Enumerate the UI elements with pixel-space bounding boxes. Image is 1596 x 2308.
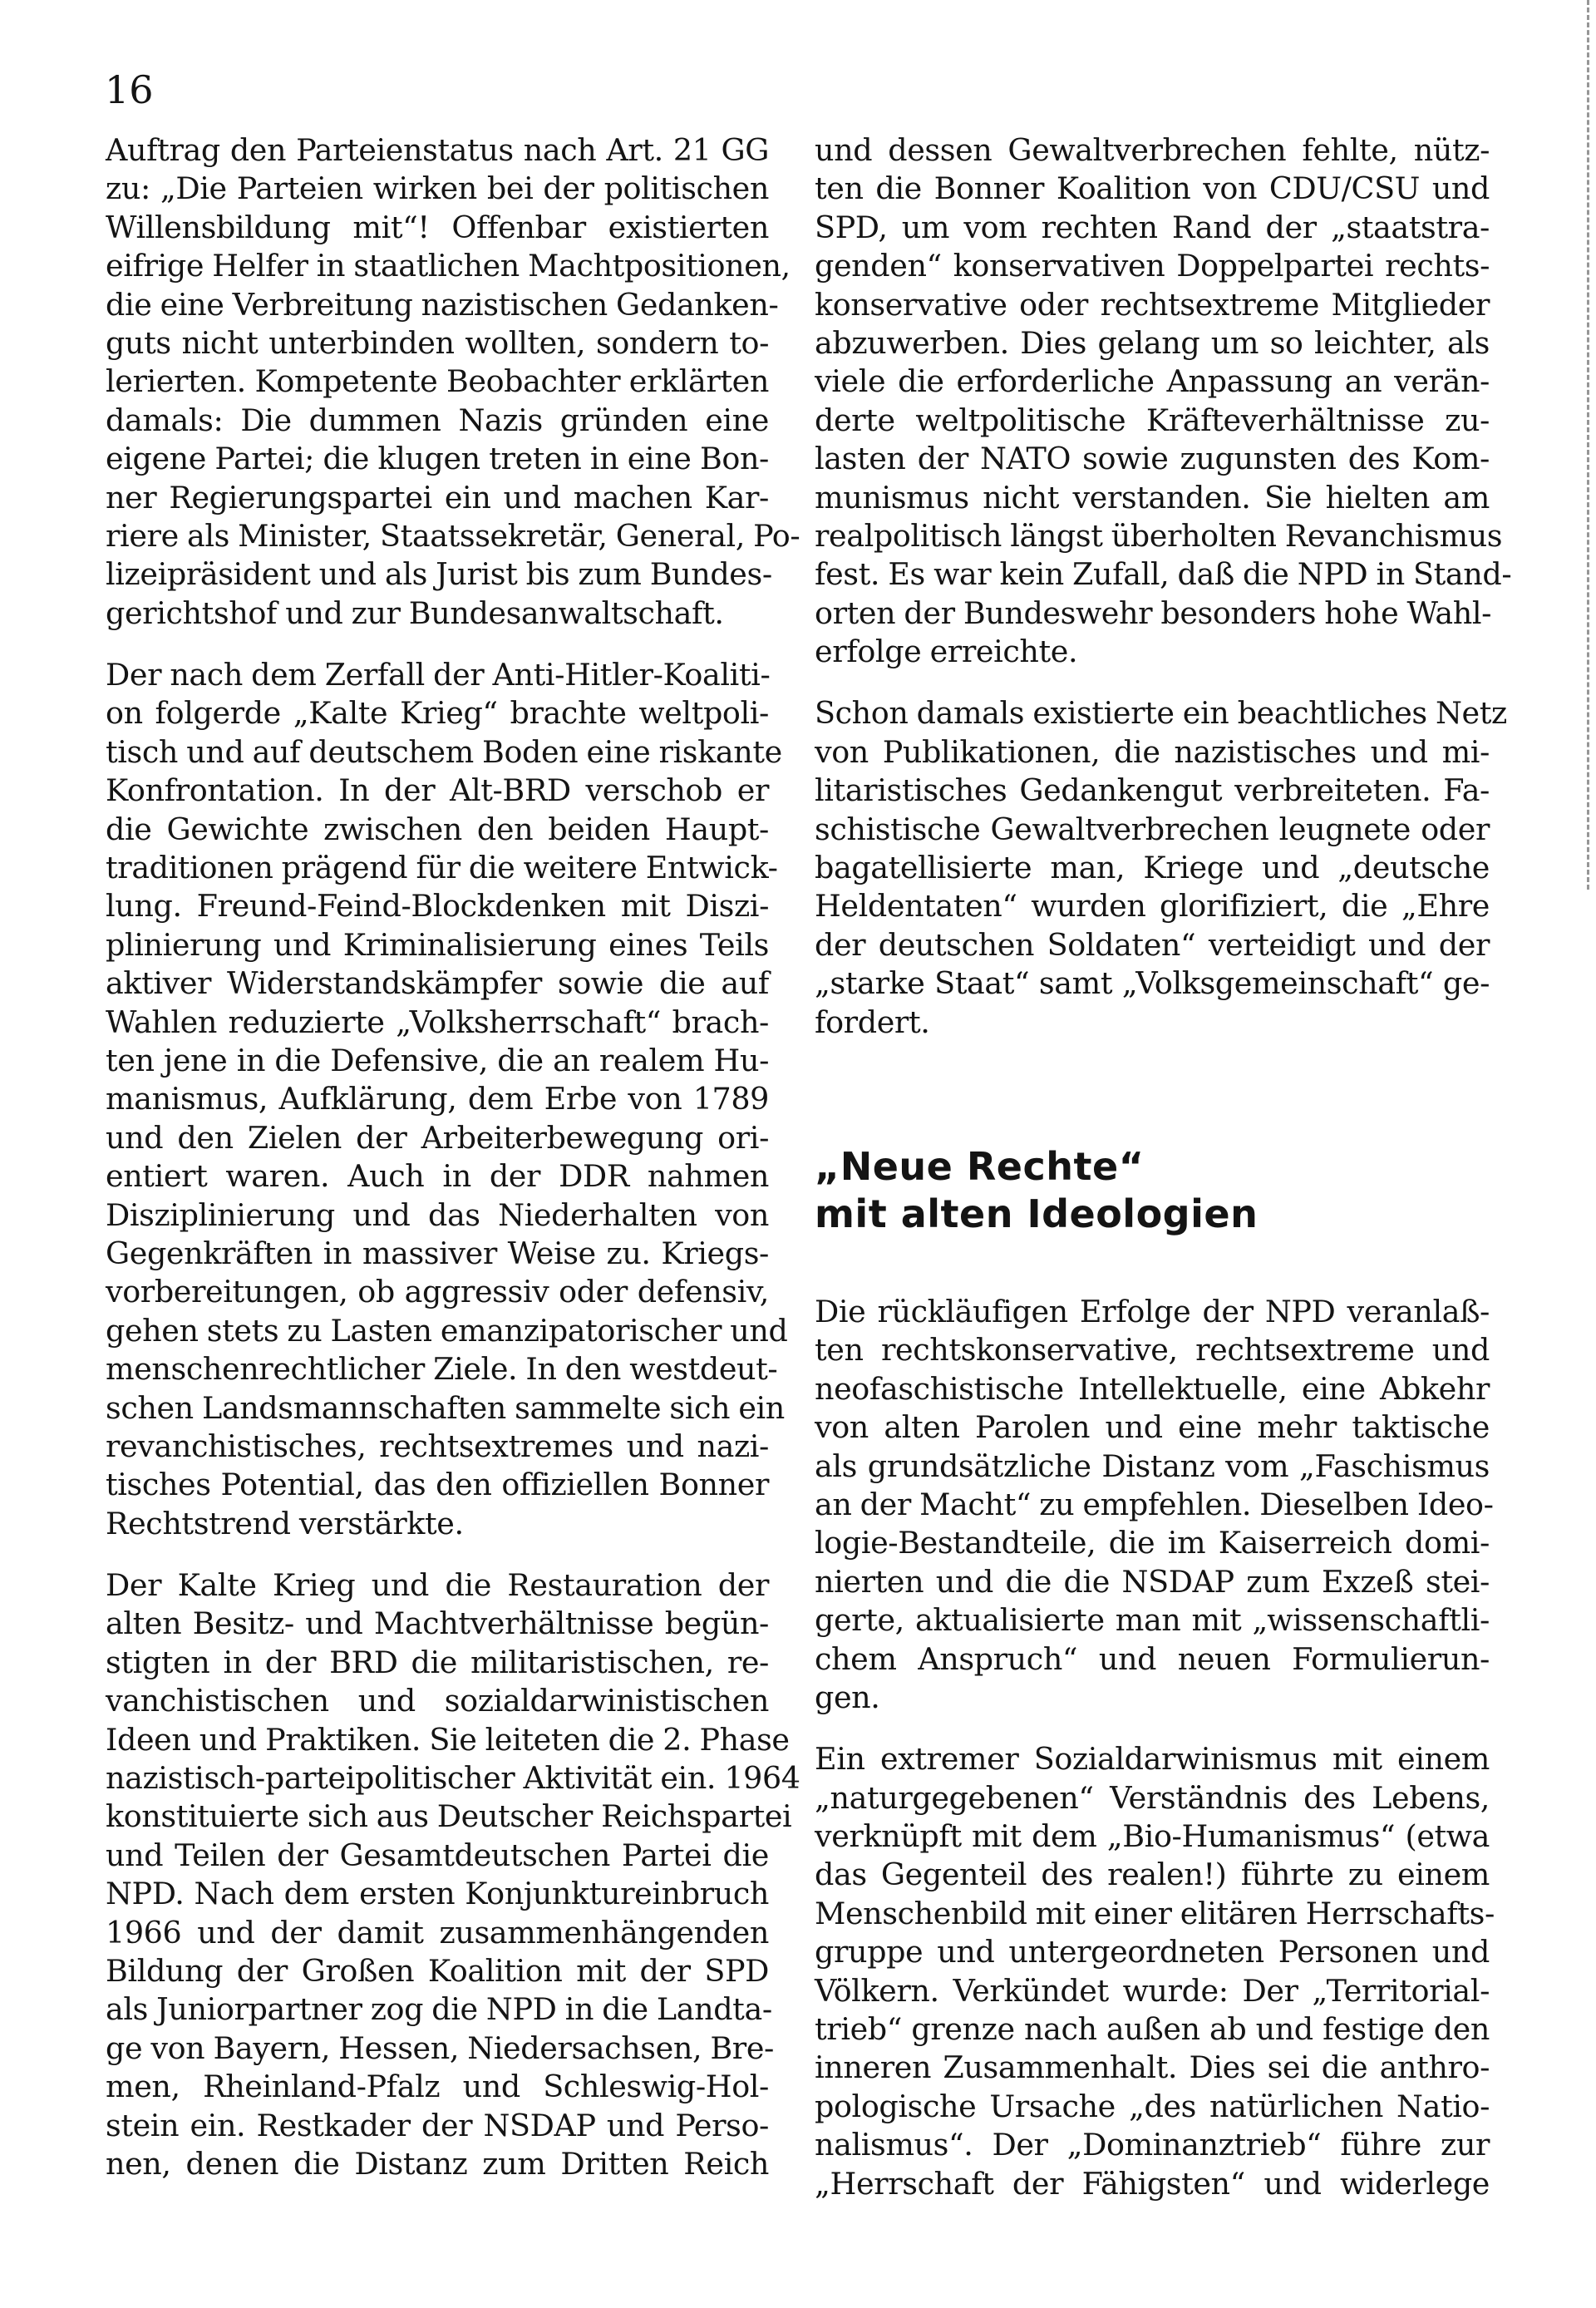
text-line: orten der Bundeswehr besonders hohe Wahl- (815, 594, 1492, 631)
text-line: pologische Ursache „des natürlichen Natio- (815, 2088, 1490, 2124)
text-line: „Herrschaft der Fähigsten“ und widerlege (815, 2165, 1490, 2202)
text-line: zu: „Die Parteien wirken bei der politischen (106, 170, 769, 207)
text-line: revanchistisches, rechtsextremes und nazi- (106, 1428, 769, 1464)
right-column-bottom (815, 1293, 1495, 2227)
text-line: nen, denen die Distanz zum Dritten Reich (106, 2145, 769, 2182)
text-line: menschenrechtlicher Ziele. In den westdeut- (106, 1351, 778, 1388)
text-line: Der nach dem Zerfall der Anti-Hitler-Koaliti- (106, 657, 771, 693)
text-line: an der Macht“ zu empfehlen. Dieselben Ideo- (815, 1486, 1494, 1522)
text-line: und dessen Gewaltverbrechen fehlte, nütz- (815, 132, 1490, 168)
text-line: ner Regierungspartei ein und machen Kar- (106, 479, 769, 515)
text-line: der deutschen Soldaten“ verteidigt und der (815, 926, 1490, 963)
text-line: vorbereitungen, ob aggressiv oder defensiv, (106, 1274, 769, 1310)
text-line: „naturgegebenen“ Verständnis des Lebens, (815, 1779, 1490, 1816)
text-line: litaristisches Gedankengut verbreiteten. Fa- (815, 772, 1490, 809)
text-line: fordert. (815, 1004, 930, 1040)
text-line: bagatellisierte man, Kriege und „deutsche (815, 850, 1490, 886)
text-line: konstituierte sich aus Deutscher Reichspartei (106, 1798, 792, 1835)
text-line: chem Anspruch“ und neuen Formulierun- (815, 1640, 1490, 1677)
text-line: die eine Verbreitung nazistischen Gedanken- (106, 286, 779, 323)
text-line: als grundsätzliche Distanz vom „Faschismus (815, 1447, 1490, 1484)
text-line: erfolge erreichte. (815, 634, 1078, 670)
text-line: derte weltpolitische Kräfteverhältnisse zu- (815, 402, 1490, 438)
paragraph (106, 656, 788, 1543)
text-line: damals: Die dummen Nazis gründen eine (106, 402, 769, 438)
text-line: fest. Es war kein Zufall, daß die NPD in Stand- (815, 556, 1512, 593)
text-line: lizeipräsident und als Jurist bis zum Bundes- (106, 556, 772, 593)
text-line: nazistisch-parteipolitischer Aktivität ein. 1964 (106, 1760, 800, 1797)
text-line: Bildung der Großen Koalition mit der SPD (106, 1952, 769, 1989)
text-line: munismus nicht verstanden. Sie hielten am (815, 479, 1490, 515)
text-line: gen. (815, 1679, 880, 1715)
text-line: und den Zielen der Arbeiterbewegung ori- (106, 1119, 769, 1156)
text-line: stigten in der BRD die militaristischen, re- (106, 1644, 769, 1680)
text-line: nalismus“. Der „Dominanztrieb“ führe zur (815, 2127, 1490, 2163)
text-line: alten Besitz- und Machtverhältnisse begün- (106, 1605, 769, 1642)
paragraph (106, 131, 800, 633)
text-line: stein ein. Restkader der NSDAP und Perso- (106, 2107, 769, 2143)
text-line: viele die erforderliche Anpassung an verän- (815, 363, 1490, 400)
text-line: traditionen prägend für die weitere Entwick- (106, 850, 778, 886)
text-line: schistische Gewaltverbrechen leugnete oder (815, 811, 1490, 847)
text-line: lerierten. Kompetente Beobachter erklärten (106, 363, 769, 400)
text-line: Ideen und Praktiken. Sie leiteten die 2. Phase (106, 1721, 790, 1758)
paragraph (815, 694, 1507, 1042)
text-line: Der Kalte Krieg und die Restauration der (106, 1567, 769, 1604)
text-line: riere als Minister, Staatssekretär, General, Po- (106, 517, 800, 554)
text-line: Menschenbild mit einer elitären Herrschafts- (815, 1895, 1495, 1931)
text-line: genden“ konservativen Doppelpartei rechts- (815, 248, 1490, 284)
text-line: von Publikationen, die nazistisches und mi- (815, 733, 1490, 770)
text-line: entiert waren. Auch in der DDR nahmen (106, 1158, 769, 1195)
text-line: eifrige Helfer in staatlichen Machtpositionen, (106, 248, 791, 284)
section-heading (815, 1143, 1258, 1238)
text-line: Wahlen reduzierte „Volksherrschaft“ brach- (106, 1004, 769, 1040)
text-line: plinierung und Kriminalisierung eines Teils (106, 926, 769, 963)
text-line: ten die Bonner Koalition von CDU/CSU und (815, 170, 1490, 207)
text-line: tisches Potential, das den offiziellen Bonner (106, 1467, 769, 1503)
text-line: trieb“ grenze nach außen ab und festige den (815, 2011, 1490, 2048)
text-line: abzuwerben. Dies gelang um so leichter, als (815, 324, 1490, 361)
page-number: 16 (105, 67, 154, 112)
text-line: Die rückläufigen Erfolge der NPD veranlaß- (815, 1294, 1490, 1329)
section-heading-line-1: „Neue Rechte“ (815, 1144, 1145, 1189)
text-line: Ein extremer Sozialdarwinismus mit einem (815, 1741, 1490, 1778)
text-line: das Gegenteil des realen!) führte zu einem (815, 1857, 1490, 1893)
text-line: gerte, aktualisierte man mit „wissenschaftli- (815, 1602, 1490, 1639)
text-line: guts nicht unterbinden wollten, sondern to- (106, 324, 769, 361)
text-line: realpolitisch längst überholten Revanchismus (815, 517, 1503, 554)
text-line: von alten Parolen und eine mehr taktische (815, 1409, 1490, 1446)
text-line: Auftrag den Parteienstatus nach Art. 21 GG (106, 132, 769, 168)
scan-edge-line (1587, 0, 1589, 890)
section-heading-line-2: mit alten Ideologien (815, 1191, 1259, 1236)
text-line: NPD. Nach dem ersten Konjunktureinbruch (106, 1876, 769, 1912)
text-line: konservative oder rechtsextreme Mitglieder (815, 286, 1490, 323)
text-line: Heldentaten“ wurden glorifiziert, die „Ehre (815, 888, 1490, 925)
text-line: eigene Partei; die klugen treten in eine Bon- (106, 441, 769, 477)
text-line: aktiver Widerstandskämpfer sowie die auf (106, 965, 769, 1002)
text-line: die Gewichte zwischen den beiden Haupt- (106, 811, 769, 847)
text-line: verknüpft mit dem „Bio-Humanismus“ (etwa (815, 1818, 1490, 1855)
text-line: und Teilen der Gesamtdeutschen Partei die (106, 1837, 769, 1873)
text-line: Rechtstrend verstärkte. (106, 1505, 464, 1541)
text-line: Völkern. Verkündet wurde: Der „Territorial- (815, 1972, 1490, 2009)
text-line: ten jene in die Defensive, die an realem Hu- (106, 1042, 769, 1078)
text-line: manismus, Aufklärung, dem Erbe von 1789 (106, 1081, 769, 1117)
text-line: als Juniorpartner zog die NPD in die Landta- (106, 1991, 772, 2028)
text-line: men, Rheinland-Pfalz und Schleswig-Hol- (106, 2069, 769, 2105)
text-line: tisch und auf deutschem Boden eine riskante (106, 733, 782, 770)
text-line: Schon damals existierte ein beachtliches Netz (815, 695, 1507, 732)
text-line: logie-Bestandteile, die im Kaiserreich domi- (815, 1525, 1490, 1561)
paragraph (106, 1566, 800, 2183)
text-line: ten rechtskonservative, rechtsextreme und (815, 1332, 1490, 1369)
paragraph (815, 1740, 1495, 2203)
paragraph (815, 1293, 1494, 1717)
text-line: Disziplinierung und das Niederhalten von (106, 1196, 769, 1233)
text-line: Willensbildung mit“! Offenbar existierten (106, 209, 769, 245)
text-line: „starke Staat“ samt „Volksgemeinschaft“ ge- (815, 965, 1490, 1002)
text-line: on folgerde „Kalte Krieg“ brachte weltpoli- (106, 695, 769, 732)
text-line: nierten und die die NSDAP zum Exzeß stei- (815, 1563, 1490, 1600)
text-line: ge von Bayern, Hessen, Niedersachsen, Bre- (106, 2029, 774, 2066)
text-line: lasten der NATO sowie zugunsten des Kom- (815, 441, 1490, 477)
text-line: lung. Freund-Feind-Blockdenken mit Diszi- (106, 888, 769, 925)
text-line: vanchistischen und sozialdarwinistischen (106, 1683, 769, 1719)
text-line: neofaschistische Intellektuelle, eine Abkehr (815, 1370, 1490, 1407)
text-line: gehen stets zu Lasten emanzipatorischer und (106, 1312, 788, 1349)
text-line: SPD, um vom rechten Rand der „staatstra- (815, 209, 1490, 245)
right-column-top (815, 131, 1512, 1065)
text-line: Gegenkräften in massiver Weise zu. Kriegs- (106, 1235, 769, 1271)
text-line: gerichtshof und zur Bundesanwaltschaft. (106, 594, 724, 631)
text-line: Konfrontation. In der Alt-BRD verschob er (106, 772, 769, 809)
text-line: 1966 und der damit zusammenhängenden (106, 1914, 769, 1950)
text-line: inneren Zusammenhalt. Dies sei die anthro- (815, 2049, 1490, 2086)
left-column (106, 131, 800, 2207)
text-line: gruppe und untergeordneten Personen und (815, 1934, 1490, 1970)
text-line: schen Landsmannschaften sammelte sich ein (106, 1389, 785, 1426)
paragraph (815, 131, 1512, 671)
